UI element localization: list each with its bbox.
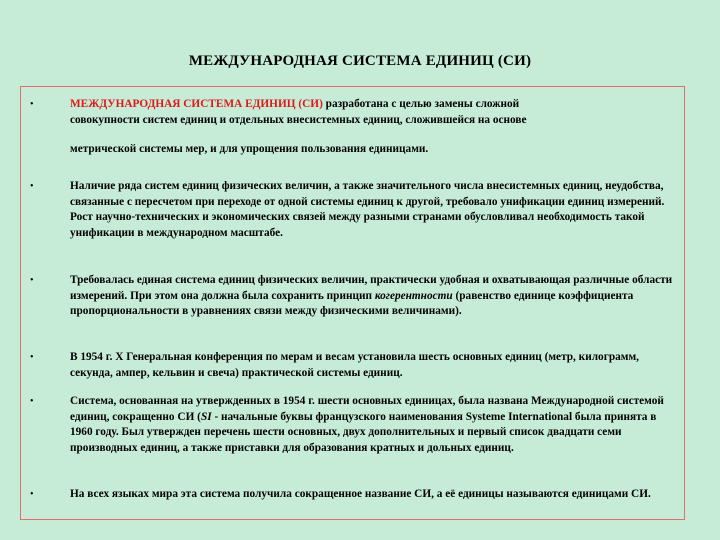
bullet-item-1 (21, 97, 684, 158)
bullet-marker: • (30, 489, 34, 500)
bullet-text: В 1954 г. X Генеральная конференция по мерам и весам установила шесть основных единиц (метр, килограмм, секунда, ампер, кельвин и свеча) практической системы единиц. (70, 351, 639, 379)
content-box (20, 86, 685, 520)
text-part: (равенство единице коэффициента пропорциональности в уравнениях связи между физическими величинами). (70, 289, 634, 317)
bullet-item-2 (21, 179, 684, 241)
bullet-text: Наличие ряда систем единиц физических величин, а также значительного числа внесистемных единиц, неудобства, связанные с пересчетом при переходе от одной системы единиц к другой, требовало унификации единиц измерений. Рост научно-технических и экономических связей между разными странами обусловливал необходимость такой унификации в международном масштабе. (70, 180, 665, 239)
highlight-term: МЕЖДУНАРОДНАЯ СИСТЕМА ЕДИНИЦ (СИ) (70, 98, 323, 110)
bullet-text (70, 273, 675, 320)
italic-term: когерентности (374, 289, 453, 302)
bullet-marker: • (30, 275, 34, 286)
bullet-item-3 (21, 273, 684, 320)
italic-term: SI (200, 410, 212, 423)
bullet-marker: • (30, 99, 34, 110)
bullet-marker: • (30, 352, 34, 363)
bullet-item-4 (21, 350, 684, 381)
bullet-text (70, 394, 675, 456)
bullet-marker: • (30, 181, 34, 192)
text-part: разработана с целью замены сложной (322, 98, 520, 110)
bullet-item-5 (21, 394, 684, 456)
text-part: Требовалась единая система единиц физических величин, практически удобная и охватывающая различные области измерений. При этом она должна была сохранить принцип (70, 274, 673, 302)
text-part: метрической системы мер, и для упрощения пользования единицами. (70, 143, 429, 155)
text-part: совокупности систем единиц и отдельных внесистемных единиц, сложившейся на основе (70, 113, 527, 126)
text-part: - начальные буквы французского наименования Systeme International была принята в 1960 году. Был утвержден перечень шести основных, двух дополнительных и первый список двадцати семи производных единиц, а также приставки для образования кратных и дольных единиц. (70, 410, 657, 454)
bullet-marker: • (30, 396, 34, 407)
bullet-text: На всех языках мира эта система получила сокращенное название СИ, а её единицы называются единицами СИ. (70, 488, 651, 500)
bullet-text (70, 97, 675, 158)
text-part: Система, основанная на утвержденных в 1954 г. шести основных единицах, была названа Международной системой единиц, сокращенно СИ ( (70, 395, 664, 423)
slide-title: МЕЖДУНАРОДНАЯ СИСТЕМА ЕДИНИЦ (СИ) (188, 53, 532, 69)
bullet-item-6 (21, 487, 684, 503)
